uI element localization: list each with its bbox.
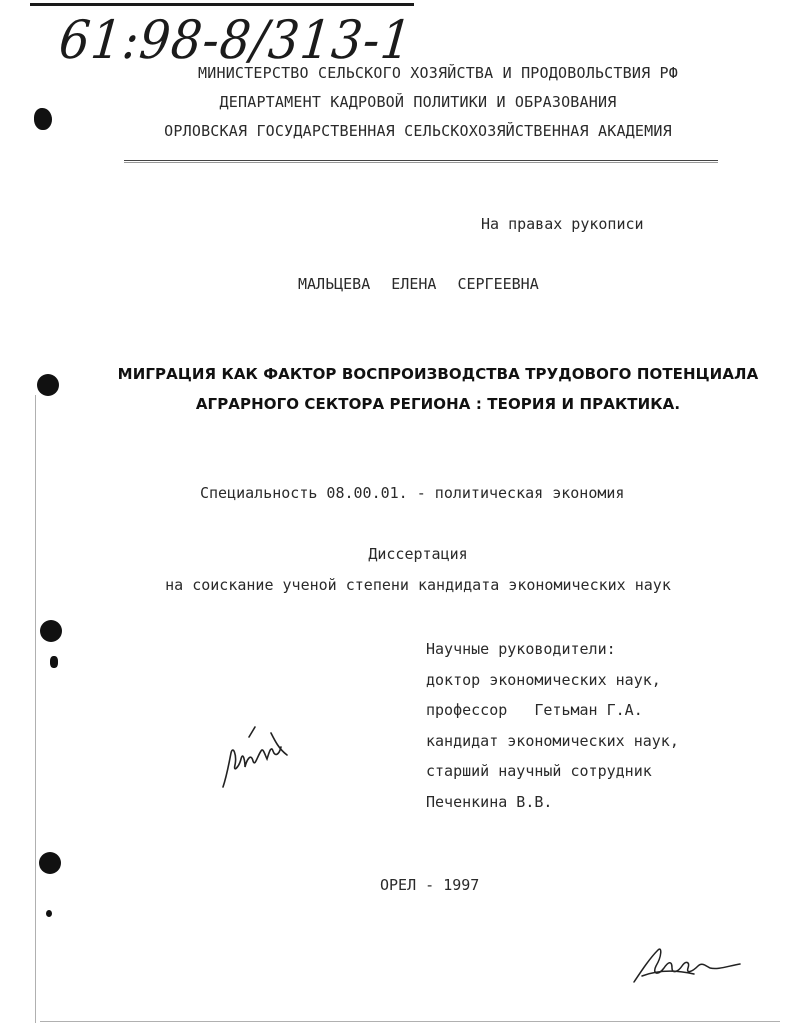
binder-hole-mark — [40, 620, 62, 642]
city-year: ОРЕЛ - 1997 — [380, 876, 480, 894]
handwritten-signature — [215, 715, 295, 795]
advisor-1-name: профессор Гетьман Г.А. — [426, 701, 643, 719]
advisors-block — [426, 634, 679, 817]
header-divider — [124, 160, 718, 161]
ink-spot-mark — [46, 910, 52, 917]
manuscript-rights-note: На правах рукописи — [481, 215, 644, 233]
advisor-1-degree: доктор экономических наук, — [426, 670, 661, 689]
bottom-margin-line — [40, 1021, 780, 1022]
thesis-title-line-2: АГРАРНОГО СЕКТОРА РЕГИОНА : ТЕОРИЯ И ПРАКТИКА. — [195, 395, 681, 413]
binder-hole-mark — [39, 852, 61, 874]
dissertation-label: Диссертация — [368, 545, 468, 563]
speciality-line: Специальность 08.00.01. - политическая экономия — [200, 484, 625, 502]
thesis-title-line-1: МИГРАЦИЯ КАК ФАКТОР ВОСПРОИЗВОДСТВА ТРУДОВОГО ПОТЕНЦИАЛА — [117, 365, 759, 383]
top-edge-bar — [30, 3, 414, 6]
academy-heading: ОРЛОВСКАЯ ГОСУДАРСТВЕННАЯ СЕЛЬСКОХОЗЯЙСТВЕННАЯ АКАДЕМИЯ — [164, 122, 672, 140]
header-divider-shadow — [124, 162, 718, 163]
advisors-heading: Научные руководители: — [426, 640, 616, 658]
degree-line: на соискание ученой степени кандидата экономических наук — [165, 576, 671, 594]
ink-spot-mark — [50, 656, 58, 668]
department-heading: ДЕПАРТАМЕНТ КАДРОВОЙ ПОЛИТИКИ И ОБРАЗОВАНИЯ — [219, 93, 617, 111]
left-margin-line — [35, 395, 36, 1023]
handwritten-catalog-code: 61:98-8/313-1 — [56, 9, 416, 72]
ministry-heading: МИНИСТЕРСТВО СЕЛЬСКОГО ХОЗЯЙСТВА И ПРОДОВОЛЬСТВИЯ РФ — [198, 64, 678, 82]
author-name: МАЛЬЦЕВА ЕЛЕНА СЕРГЕЕВНА — [298, 275, 539, 293]
advisor-2-degree: кандидат экономических наук, — [426, 731, 679, 750]
advisor-2-position: старший научный сотрудник — [426, 762, 652, 780]
handwritten-signature-footer — [628, 940, 748, 990]
advisor-2-name: Печенкина В.В. — [426, 792, 553, 811]
